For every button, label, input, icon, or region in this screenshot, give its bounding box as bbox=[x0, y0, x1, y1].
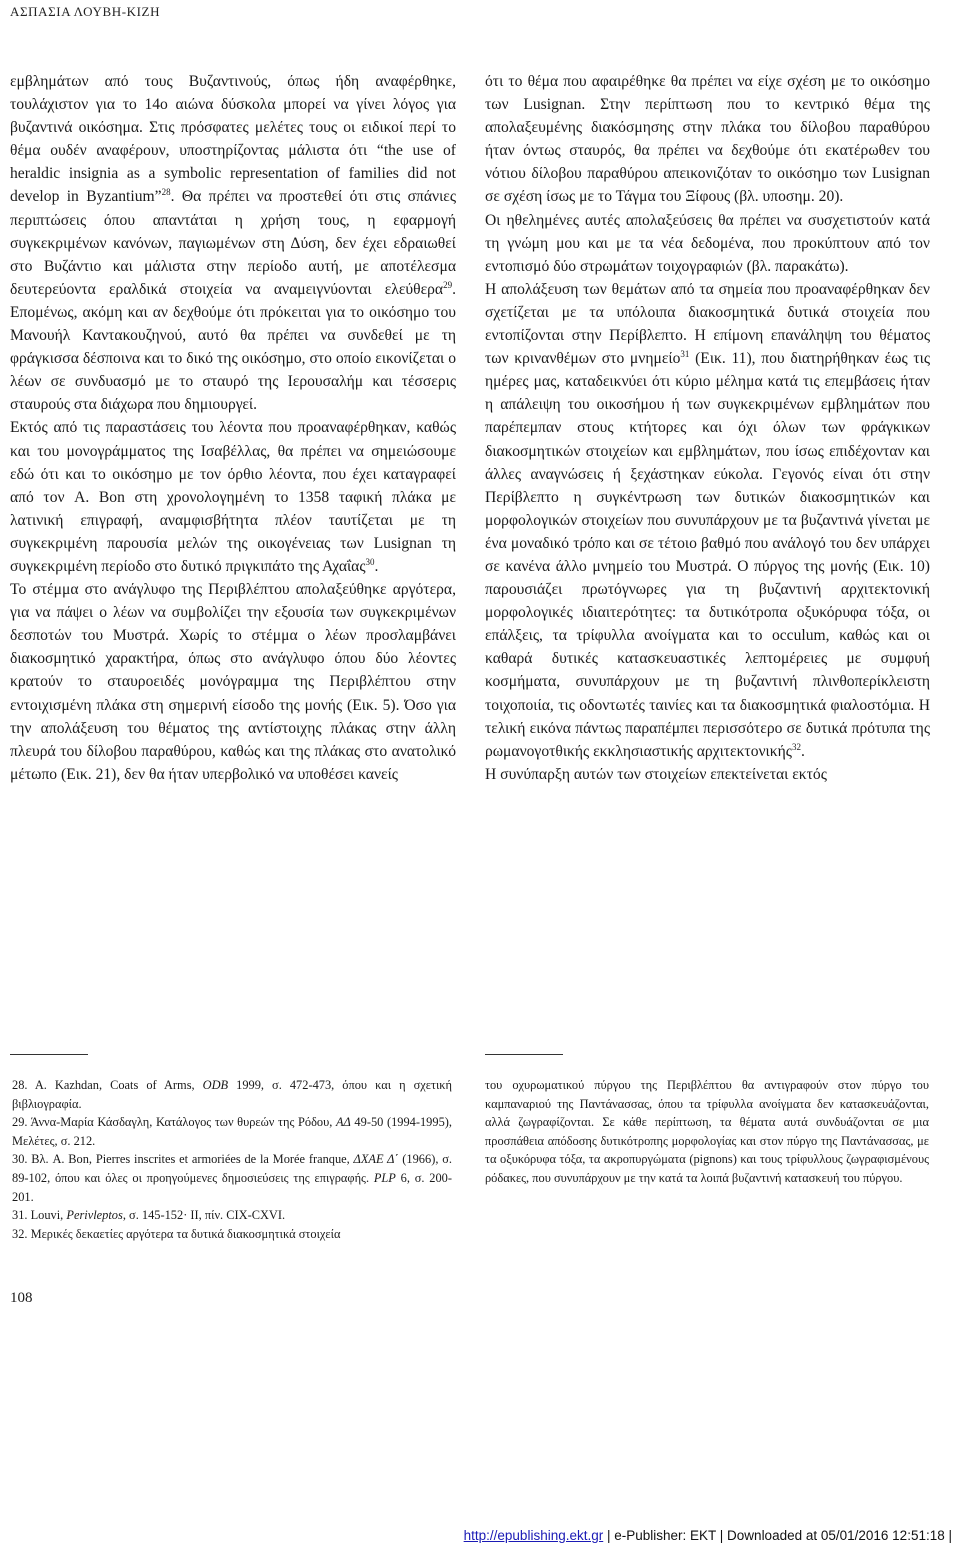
footnote-30 bbox=[12, 1150, 452, 1206]
text-run: 28. A. Kazhdan, Coats of Arms, bbox=[12, 1078, 203, 1092]
right-text-column bbox=[485, 70, 930, 786]
footnote-ref[interactable]: 32 bbox=[791, 741, 801, 752]
paragraph: Οι ηθελημένες αυτές απολαξεύσεις θα πρέπει να συσχετιστούν κατά τη γνώμη μου και με τα νέα δεδομένα, που προκύπτουν από τον εντοπισμό δύο στρωμάτων τοιχογραφιών (βλ. παρακάτω). bbox=[485, 211, 930, 275]
text-run: Εκτός από τις παραστάσεις του λέοντα που προαναφέρθηκαν, καθώς και του μονογράμματος της Ισαβέλλας, θα πρέπει να σημειώσουμε εδώ ότι και το οικόσημο με τον όρθιο λέοντα, που έχει καταγραφεί από τον A. Bon στη χρονολογημένη το 1358 ταφική πλάκα με λατινική επιγραφή, αναμφισβήτητα πλέον ταυτίζεται με τη συγκεκριμένη παρουσία μελών της οικογένειας των Lusignan τη συγκεκριμένη περίοδο στο δυτικό πριγκιπάτο της Αχαΐας bbox=[10, 419, 456, 575]
footnotes-right bbox=[485, 1076, 929, 1188]
text-run: PLP bbox=[373, 1170, 396, 1185]
paragraph bbox=[485, 278, 930, 763]
footnotes-left bbox=[12, 1076, 452, 1243]
footnote-ref[interactable]: 28 bbox=[161, 187, 171, 198]
running-head: ΑΣΠΑΣΙΑ ΛΟΥΒΗ-ΚΙΖΗ bbox=[10, 4, 161, 19]
text-run: ΑΔ bbox=[335, 1115, 351, 1130]
text-run: (Εικ. 11), που διατηρήθηκαν έως τις ημέρες μας, καταδεικνύει ότι κύριο μέλημα κατά τις επεμβάσεις ήταν η απάλειψη του οικοσήμου ή των συγκεκριμένων εμβλημάτων που παρέπεμπαν στους κτήτορες και όχι όλων των φράγκικων διακοσμητικών στοιχείων και εμβλημάτων, που ίσως επιδέχονταν και άλλες αναγνώσεις ή ξεχάστηκαν εύκολα. Γεγονός είναι ότι στην Περίβλεπτο η συγκέντρωση των δυτικών διακοσμητικών και μορφολογικών στοιχείων που συνυπάρχουν με τα βυζαντινά γίνεται με ένα μοναδικό τρόπο και σε τέτοιο βαθμό που ανάλογό του δεν υπάρχει σε κανένα άλλο μνημείο του Μυστρά. Ο πύργος της μονής (Εικ. 10) παρουσιάζει πρωτόγνωρες για τη βυζαντινή αρχιτεκτονική μορφολογικές ιδιαιτερότητες: τα δυτικότροπα οξυκόρυφα τόξα, οι επάλξεις, τα τρίφυλλα ανοίγματα και το occulum, καθώς και οι καθαρά δυτικές κατασκευαστικές λεπτομέρειες με συμφυή κοσμήματα, συνυπάρχουν με τη βυζαντινή πλινθοπερίκλειστη τοιχοποιία, τις οδοντωτές ταινίες και τα διακοσμητικά φιαλοστόμια. Η τελική εικόνα πάντως παραπέμπει περισσότερο σε δυτικά πρότυπα της ρωμανογοτθικής εκκλησιαστικής αρχιτεκτονικής bbox=[485, 350, 930, 760]
paragraph: Το στέμμα στο ανάγλυφο της Περιβλέπτου απολαξεύθηκε αργότερα, για να πάψει ο λέων να συμβολίζει την εξουσία των συγκεκριμένων δεσποτών του Μυστρά. Χωρίς το στέμμα ο λέων προσλαμβάνει διακοσμητικό χαρακτήρα, όπως στο ανάγλυφο όπου δύο λέοντες κρατούν το σταυροειδές μονόγραμμα της Περιβλέπτου στην εντοιχισμένη πλάκα στη σημερινή είσοδο της μονής (Εικ. 5). Όσο για την απολάξευση του θέματος της αντίστοιχης πλάκας στην άλλη πλευρά του δίλοβου παραθύρου, καθώς και της πλάκας στο ανατολικό μέτωπο (Εικ. 21), δεν θα ήταν υπερβολικό να υποθέσει κανείς bbox=[10, 581, 456, 783]
footnote-32: 32. Μερικές δεκαετίες αργότερα τα δυτικά διακοσμητικά στοιχεία bbox=[12, 1226, 341, 1241]
footnote-31 bbox=[12, 1206, 452, 1225]
text-run: Perivleptos bbox=[66, 1208, 123, 1223]
text-run: εμβλημάτων από τους Βυζαντινούς, όπως ήδη αναφέρθηκε, τουλάχιστον για το 14ο αιώνα δύσκολα μπορεί να γίνει λόγος για βυζαντινά οικόσημα. Στις πρόσφατες μελέτες τους οι ειδικοί περί το θέμα ουδέν αναφέρουν, υποστηρίζοντας μάλιστα ότι “the use of heraldic insignia as a symbolic representation of families did not develop in Byzantium” bbox=[10, 73, 456, 206]
text-run: . Επομένως, ακόμη και αν δεχθούμε ότι πρόκειται για το οικόσημο του Μανουήλ Καντακουζηνού, αυτό θα πρέπει να συνδεθεί με τη φράγκισσα δέσποινα και το δικό της οικόσημο, στο οποίο εικονίζεται ο λέων σε συνδυασμό με το σταυρό της Ιερουσαλήμ και τέσσερις σταυρούς στα διάχωρα που δημιουργεί. bbox=[10, 280, 456, 414]
text-run: 6, σ. 200-201. bbox=[12, 1170, 452, 1204]
text-run: 49-50 (1994-1995), Μελέτες, σ. 212. bbox=[12, 1115, 452, 1148]
footnote-ref[interactable]: 30 bbox=[365, 556, 375, 567]
footnote-28 bbox=[12, 1076, 452, 1113]
text-run: 31. Louvi, bbox=[12, 1208, 67, 1223]
download-footer bbox=[464, 1528, 952, 1543]
footnote-divider bbox=[10, 1054, 88, 1055]
footer-info: | e-Publisher: EKT | Downloaded at 05/01/2016 12:51:18 | bbox=[603, 1528, 952, 1543]
footnote-ref[interactable]: 29 bbox=[443, 279, 453, 290]
text-run: 30. Βλ. A. Bon, Pierres inscrites et armoriées de la Morée franque, bbox=[12, 1152, 354, 1167]
text-run: 29. Άννα-Μαρία Κάσδαγλη, Κατάλογος των θυρεών της Ρόδου, bbox=[12, 1115, 336, 1130]
footnote-ref[interactable]: 31 bbox=[680, 349, 690, 360]
text-run: Η απολάξευση των θεμάτων από τα σημεία που προαναφέρθηκαν δεν σχετίζεται με τα υπόλοιπα διακοσμητικά δυτικά στοιχεία που εντοπίζονται στην Περίβλεπτο. Η επίμονη επανάληψη του θέματος των κρινανθέμων στο μνημείο bbox=[485, 280, 930, 368]
paragraph bbox=[10, 70, 456, 416]
text-run: (1966), σ. 89-102, όπου και όλες οι προηγούμενες δημοσιεύσεις της επιγραφής. bbox=[12, 1152, 452, 1185]
paragraph: ότι το θέμα που αφαιρέθηκε θα πρέπει να είχε σχέση με το οικόσημο των Lusignan. Στην περίπτωση που το κεντρικό θέμα της απολαξευμένης διακόσμησης στην πλάκα του δίλοβου παραθύρου ήταν όντως σταυρός, θα πρέπει να δεχθούμε ότι εκατέρωθεν του νότιου δίλοβου παραθύρου απεικονιζόταν το οικόσημο των Lusignan σε σχέση ίσως με το Τάγμα του Ξίφους (βλ. υποσημ. 20). bbox=[485, 73, 930, 206]
text-run: , σ. 145-152· II, πίν. CIX-CXVI. bbox=[122, 1208, 286, 1223]
paragraph: Η συνύπαρξη αυτών των στοιχείων επεκτείνεται εκτός bbox=[485, 765, 827, 783]
paragraph bbox=[10, 416, 456, 578]
publisher-link[interactable]: http://epublishing.ekt.gr bbox=[463, 1528, 604, 1543]
footnote-29 bbox=[12, 1113, 452, 1150]
page-number: 108 bbox=[10, 1290, 33, 1306]
left-text-column bbox=[10, 70, 456, 786]
text-run: . bbox=[374, 557, 379, 575]
text-run: ΔΧΑΕ Δ΄ bbox=[353, 1152, 399, 1167]
text-run: . bbox=[800, 742, 805, 760]
text-run: . Θα πρέπει να προστεθεί ότι στις σπάνιες περιπτώσεις όπου απαντάται η χρήση τους, η εφαρμογή συγκεκριμένων κανόνων, παγιωμένων στη Δύση, δεν έχει εδραιωθεί στο Βυζάντιο και μάλιστα στην περίοδο αυτή, με αποτέλεσμα δευτερεύοντα εραλδικά στοιχεία να αναμειγνύονται ελεύθερα bbox=[10, 188, 457, 298]
text-run: ODB bbox=[202, 1078, 229, 1092]
text-run: 1999, σ. 472-473, όπου και η σχετική βιβλιογραφία. bbox=[12, 1078, 453, 1111]
footnote-divider bbox=[485, 1054, 563, 1055]
footnote-32-continued: του οχυρωματικού πύργου της Περιβλέπτου θα αντιγραφούν στον πύργο του καμπαναριού της Παντάνασσας, όπου τα τρίφυλλα ανοίγματα δεν κατασκευάζονται, αλλά ζωγραφίζονται. Σε κάθε περίπτωση, τα θέματα αυτά συνδυάζονται σε μια προσπάθεια απόδοσης δυτικότροπης μορφολογίας και στον πύργο της Παντάνασσας, με τα οξυκόρυφα τόξα, τα ακροπυργώματα (pignons) και τους τρίφυλλους ζωγραφισμένους ρόδακες, που συνυπάρχουν με την κατά τα λοιπά βυζαντινή κατασκευή του πύργου. bbox=[485, 1078, 929, 1185]
